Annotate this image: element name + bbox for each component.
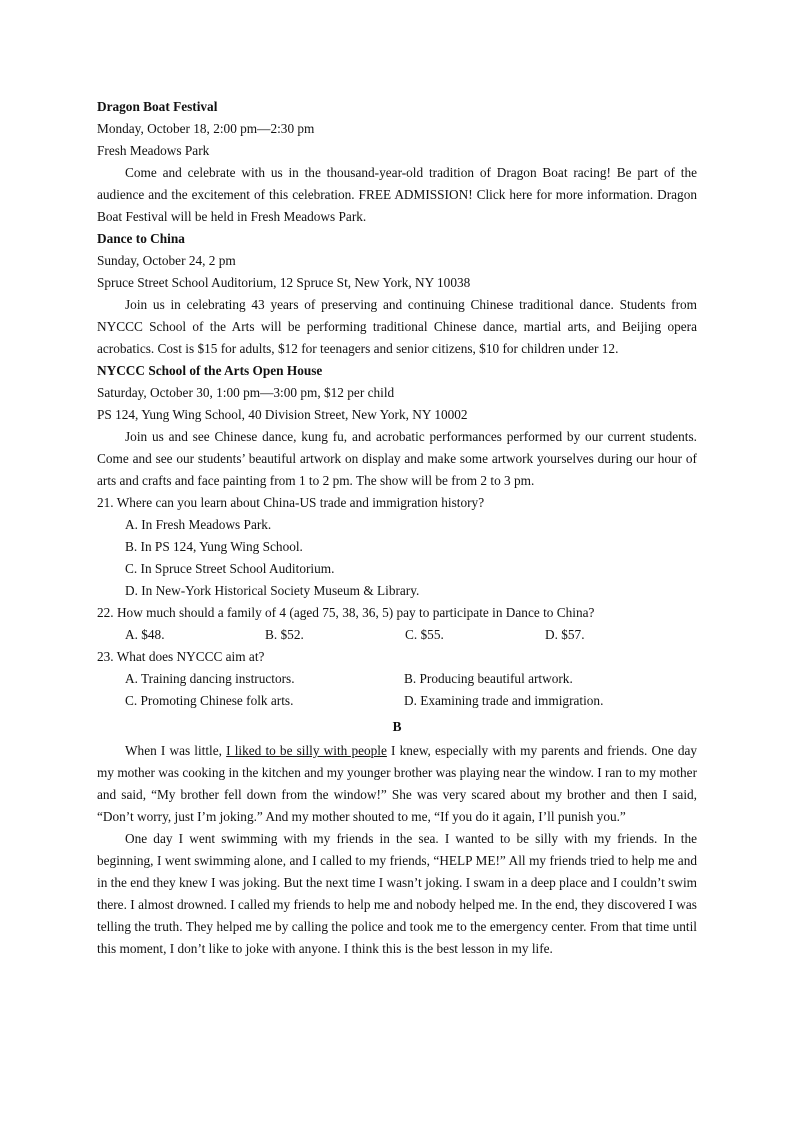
- q23-options-row1: [97, 668, 697, 690]
- event-title-dance: Dance to China: [97, 231, 185, 246]
- event-title-dragon-boat: Dragon Boat Festival: [97, 99, 218, 114]
- q22-option-b: B. $52.: [265, 627, 304, 642]
- question-22: 22. How much should a family of 4 (aged 75, 38, 36, 5) pay to participate in Dance to China?: [97, 605, 595, 620]
- event-body-open-house: Join us and see Chinese dance, kung fu, and acrobatic performances performed by our current students. Come and see our students’ beautiful artwork on display and make some artwork yourselves during our hour of arts and crafts and face painting from 1 to 2 pm. The show will be from 2 to 3 pm.: [97, 429, 697, 488]
- q22-option-d: D. $57.: [545, 627, 585, 642]
- q23-option-d: D. Examining trade and immigration.: [404, 693, 604, 708]
- section-label-b: B: [392, 719, 402, 734]
- event-date-dragon-boat: Monday, October 18, 2:00 pm—2:30 pm: [97, 121, 315, 136]
- event-body-dragon-boat: Come and celebrate with us in the thousand-year-old tradition of Dragon Boat racing! Be part of the audience and the excitement of this celebration. FREE ADMISSION! Click here for more information. Dragon Boat Festival will be held in Fresh Meadows Park.: [97, 165, 697, 224]
- question-23: 23. What does NYCCC aim at?: [97, 649, 265, 664]
- q23-option-c: C. Promoting Chinese folk arts.: [125, 693, 294, 708]
- passage-b-paragraph-1: [97, 740, 697, 828]
- q21-option-a: A. In Fresh Meadows Park.: [125, 517, 272, 532]
- q23-options-row2: [97, 690, 697, 712]
- passage-b-p1-rest: I knew, especially with my parents and friends. One day my mother was cooking in the kitchen and my younger brother was playing near the window. I ran to my mother and said, “My brother fell down from the window!” She was very scared about my brother and then I said, “Don’t worry, just I’m joking.” And my mother shouted to me, “If you do it again, I’ll punish you.”: [97, 743, 698, 824]
- event-date-dance: Sunday, October 24, 2 pm: [97, 253, 236, 268]
- q21-option-c: C. In Spruce Street School Auditorium.: [125, 561, 335, 576]
- q22-option-a: A. $48.: [125, 627, 165, 642]
- event-date-open-house: Saturday, October 30, 1:00 pm—3:00 pm, $12 per child: [97, 385, 395, 400]
- event-title-open-house: NYCCC School of the Arts Open House: [97, 363, 323, 378]
- q21-option-b: B. In PS 124, Yung Wing School.: [125, 539, 303, 554]
- q23-option-b: B. Producing beautiful artwork.: [404, 671, 573, 686]
- document-page: [97, 96, 697, 960]
- event-place-open-house: PS 124, Yung Wing School, 40 Division Street, New York, NY 10002: [97, 407, 468, 422]
- underlined-phrase: I liked to be silly with people: [226, 743, 387, 758]
- event-place-dragon-boat: Fresh Meadows Park: [97, 143, 210, 158]
- q21-option-d: D. In New-York Historical Society Museum & Library.: [125, 583, 420, 598]
- event-place-dance: Spruce Street School Auditorium, 12 Spruce St, New York, NY 10038: [97, 275, 471, 290]
- passage-b-p1-intro: When I was little,: [125, 743, 227, 758]
- q22-options: [97, 624, 697, 646]
- q22-option-c: C. $55.: [405, 627, 444, 642]
- event-body-dance: Join us in celebrating 43 years of preserving and continuing Chinese traditional dance. Students from NYCCC School of the Arts will be performing traditional Chinese dance, martial arts, and Beijing opera acrobatics. Cost is $15 for adults, $12 for teenagers and senior citizens, $10 for children under 12.: [97, 297, 697, 356]
- question-21: 21. Where can you learn about China-US trade and immigration history?: [97, 495, 485, 510]
- passage-b-paragraph-2: One day I went swimming with my friends in the sea. I wanted to be silly with my friends. In the beginning, I went swimming alone, and I called to my friends, “HELP ME!” All my friends tried to help me and in the end they knew I was joking. But the next time I wasn’t joking. I swam in a deep place and I couldn’t swim there. I almost drowned. I called my friends to help me and nobody helped me. In the end, they discovered I was telling the truth. They helped me by calling the police and took me to the emergency center. From that time until this moment, I don’t like to joke with anyone. I think this is the best lesson in my life.: [97, 831, 697, 956]
- q23-option-a: A. Training dancing instructors.: [125, 671, 295, 686]
